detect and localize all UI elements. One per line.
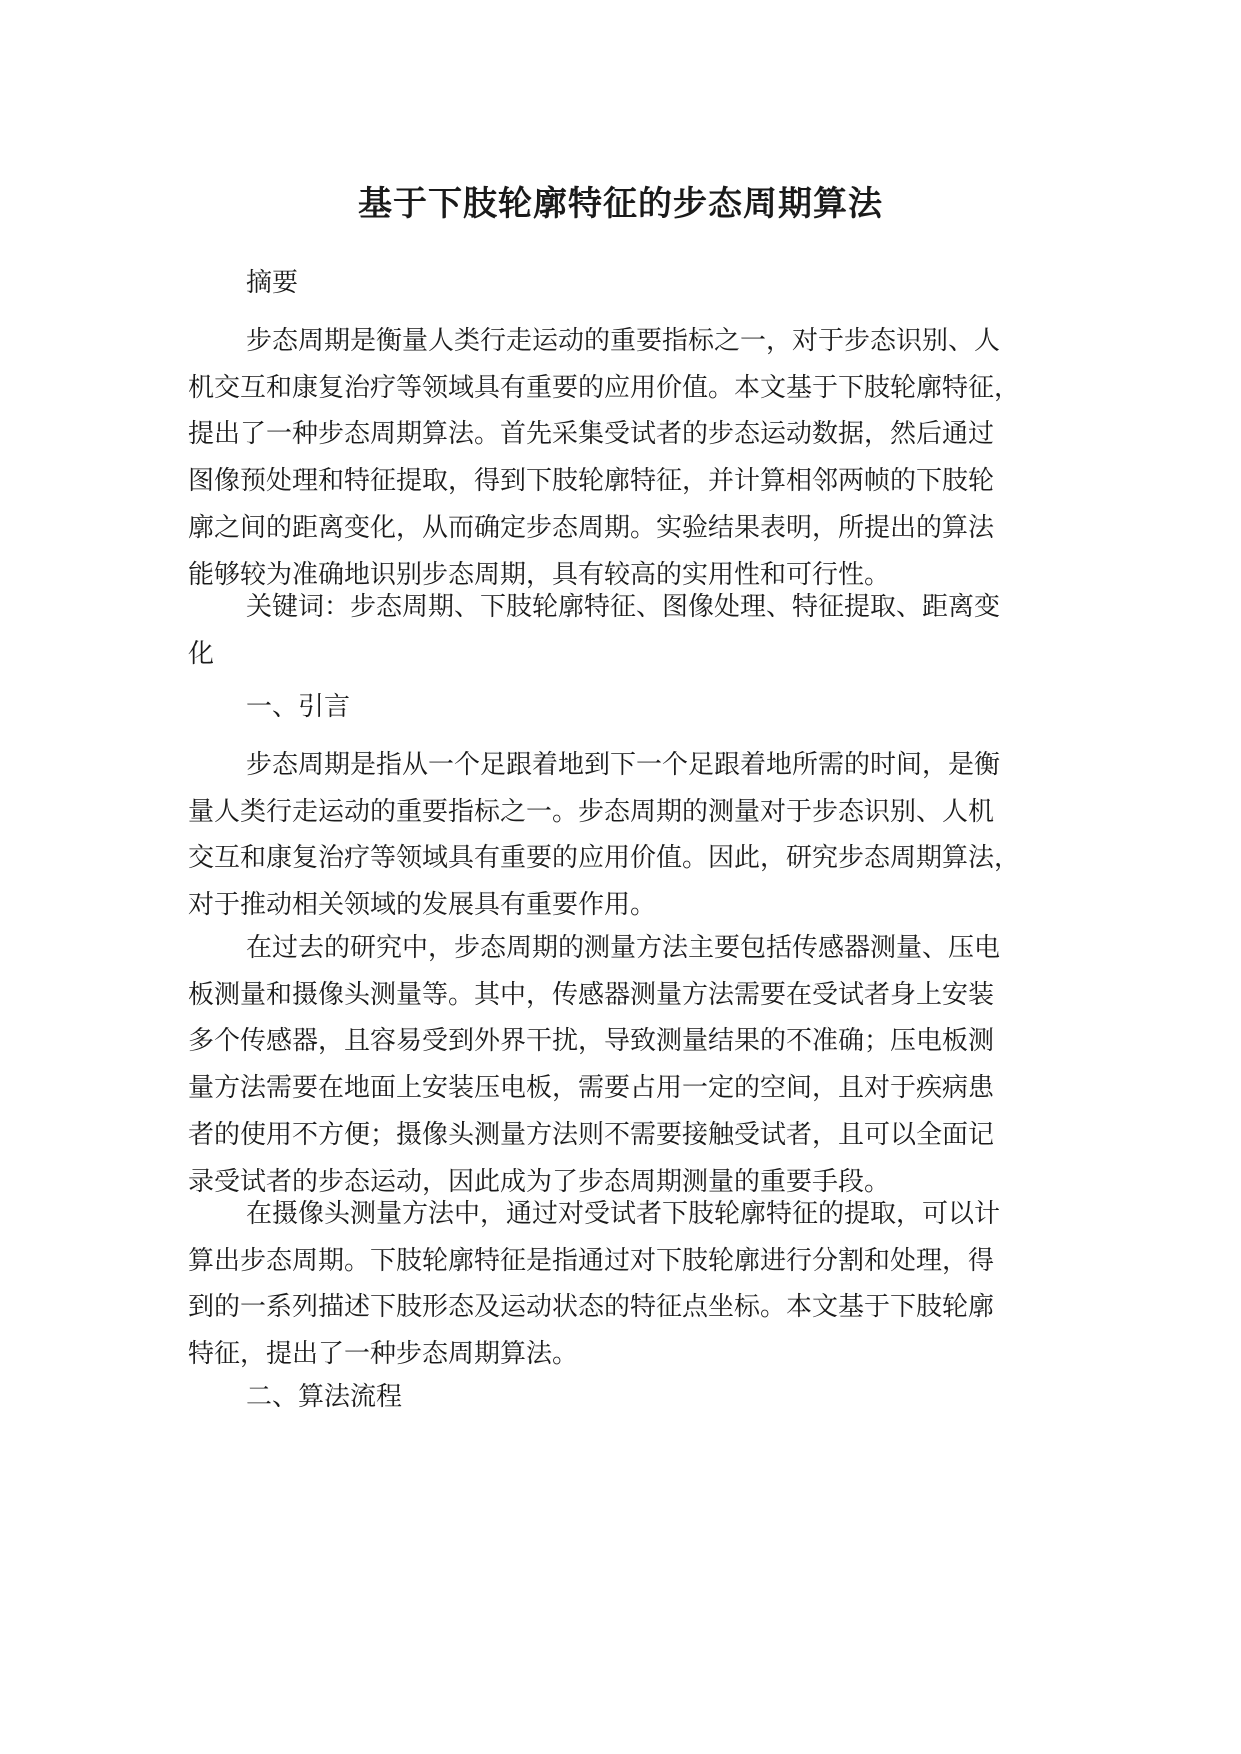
section-1-heading-text: 一、引言 [246,692,351,722]
paragraph-line: 特征，提出了一种步态周期算法。 [188,1339,579,1370]
section-1-paragraph-2 [188,925,1078,1205]
page-title: 基于下肢轮廓特征的步态周期算法 [358,184,883,224]
abstract-line: 步态周期是衡量人类行走运动的重要指标之一，对于步态识别、人 [246,326,1001,356]
section-1-paragraph-3 [188,1191,1078,1378]
abstract-line: 提出了一种步态周期算法。首先采集受试者的步态运动数据，然后通过 [188,419,995,450]
abstract-line: 能够较为准确地识别步态周期，具有较高的实用性和可行性。 [188,559,891,590]
paragraph-line: 算出步态周期。下肢轮廓特征是指通过对下肢轮廓进行分割和处理，得 [188,1245,995,1276]
abstract-line: 机交互和康复治疗等领域具有重要的应用价值。本文基于下肢轮廓特征， [188,372,1021,403]
abstract-line: 廓之间的距离变化，从而确定步态周期。实验结果表明，所提出的算法 [188,512,995,543]
keywords-line: 化 [188,638,215,669]
section-2-heading-text: 二、算法流程 [246,1382,403,1412]
section-2-heading [188,1374,1078,1421]
paragraph-line: 对于推动相关领域的发展具有重要作用。 [188,890,657,921]
paragraph-line: 量方法需要在地面上安装压电板，需要占用一定的空间，且对于疾病患 [188,1073,995,1104]
paragraph-line: 到的一系列描述下肢形态及运动状态的特征点坐标。本文基于下肢轮廓 [188,1292,995,1323]
section-1-paragraph-1 [188,742,1078,929]
paragraph-line: 步态周期是指从一个足跟着地到下一个足跟着地所需的时间，是衡 [246,750,1001,780]
paragraph-line: 者的使用不方便；摄像头测量方法则不需要接触受试者，且可以全面记 [188,1119,995,1150]
keywords-paragraph [188,584,1078,677]
abstract-line: 图像预处理和特征提取，得到下肢轮廓特征，并计算相邻两帧的下肢轮 [188,466,995,497]
keywords-line: 关键词：步态周期、下肢轮廓特征、图像处理、特征提取、距离变 [246,592,1001,622]
abstract-paragraph [188,318,1078,598]
paragraph-line: 板测量和摄像头测量等。其中，传感器测量方法需要在受试者身上安装 [188,979,995,1010]
paragraph-line: 量人类行走运动的重要指标之一。步态周期的测量对于步态识别、人机 [188,796,995,827]
abstract-heading [188,260,1078,307]
abstract-heading-text: 摘要 [246,268,299,298]
section-1-heading [188,684,1078,731]
paragraph-line: 交互和康复治疗等领域具有重要的应用价值。因此，研究步态周期算法， [188,843,1021,874]
paragraph-line: 录受试者的步态运动，因此成为了步态周期测量的重要手段。 [188,1166,891,1197]
paragraph-line: 在摄像头测量方法中，通过对受试者下肢轮廓特征的提取，可以计 [246,1199,1001,1229]
paragraph-line: 多个传感器，且容易受到外界干扰，导致测量结果的不准确；压电板测 [188,1026,995,1057]
paragraph-line: 在过去的研究中，步态周期的测量方法主要包括传感器测量、压电 [246,933,1001,963]
